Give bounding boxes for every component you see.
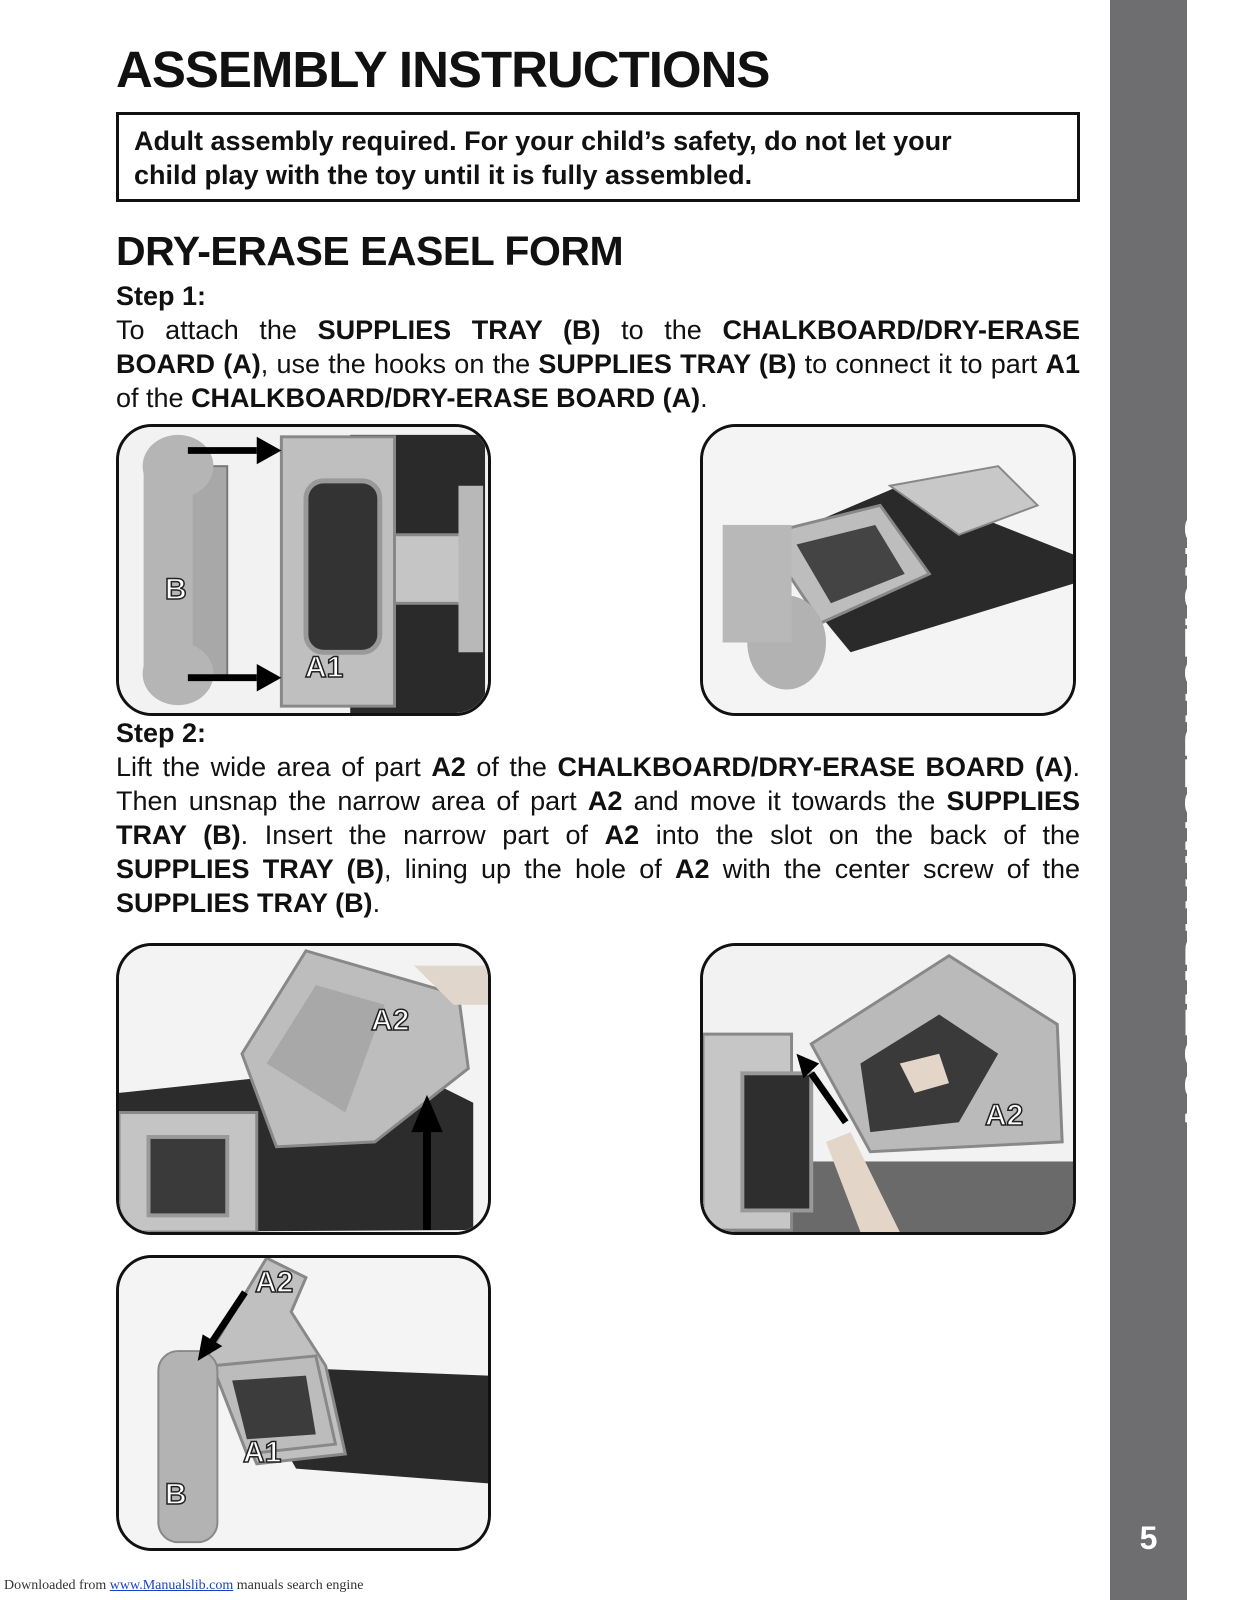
- step-2-photo-insert: [700, 943, 1076, 1235]
- manualslib-link[interactable]: www.Manualslib.com: [109, 1578, 234, 1593]
- step-2-title: Step 2:: [116, 718, 207, 748]
- step-1-text: To attach the SUPPLIES TRAY (B) to the CHALKBOARD/DRY-ERASE BOARD (A), use the hooks on the SUPPLIES TRAY (B) to connect it to part A1 of the CHALKBOARD/DRY-ERASE BOARD (A).: [116, 315, 1080, 413]
- page-number: 5: [1139, 1520, 1158, 1556]
- label-a2: A2: [985, 1099, 1024, 1132]
- section-title: DRY-ERASE EASEL FORM: [116, 228, 624, 274]
- step-1-photo-angled-view: [700, 424, 1076, 716]
- label-b: B: [165, 573, 187, 606]
- warning-box: [116, 112, 1080, 202]
- label-b: B: [165, 1478, 187, 1511]
- step-1-title: Step 1:: [116, 281, 207, 311]
- side-tab-text: ASSEMBLY INSTRUCTIONS: [1175, 513, 1228, 1135]
- label-a2: A2: [371, 1004, 410, 1037]
- footer: Downloaded from www.Manualslib.com manuals search engine: [4, 1578, 364, 1593]
- step-1-photo-top-view: [116, 424, 491, 716]
- label-a1: A1: [243, 1436, 282, 1469]
- step-2-photo-attached: [116, 1255, 491, 1551]
- step-2-text: Lift the wide area of part A2 of the CHALKBOARD/DRY-ERASE BOARD (A). Then unsnap the narrow area of part A2 and move it towards the SUPPLIES TRAY (B). Insert the narrow part of A2 into the slot on the back of the SUPPLIES TRAY (B), lining up the hole of A2 with the center screw of the SUPPLIES TRAY (B).: [116, 752, 1081, 918]
- warning-line-1: Adult assembly required. For your child’s safety, do not let your: [134, 126, 952, 156]
- warning-line-2: child play with the toy until it is fully assembled.: [134, 160, 753, 190]
- label-a1: A1: [305, 651, 344, 684]
- page-title: ASSEMBLY INSTRUCTIONS: [116, 41, 770, 98]
- step-2-photo-lift: [116, 943, 491, 1235]
- label-a2: A2: [255, 1266, 294, 1299]
